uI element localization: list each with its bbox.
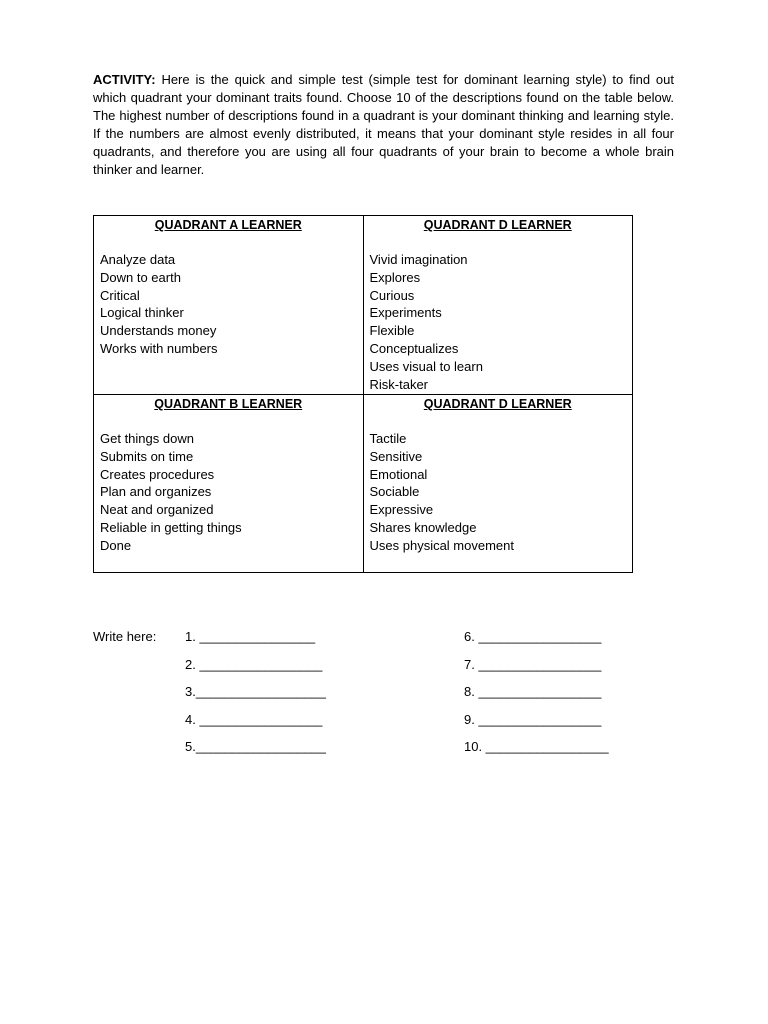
list-item: Experiments xyxy=(369,305,442,321)
quadrant-d-bottom-list xyxy=(364,430,633,555)
quadrant-row-top xyxy=(94,216,633,395)
answer-line-8[interactable]: 8. _________________ xyxy=(464,684,602,699)
activity-lead: ACTIVITY: xyxy=(93,72,156,87)
list-item: Emotional xyxy=(369,466,428,482)
answer-line-6[interactable]: 6. _________________ xyxy=(464,629,602,644)
list-item: Works with numbers xyxy=(100,340,218,356)
quadrant-a-list xyxy=(94,251,363,358)
list-item: Tactile xyxy=(369,431,407,446)
list-item: Risk-taker xyxy=(369,376,429,392)
list-item: Submits on time xyxy=(100,448,194,464)
quadrant-d-top-list xyxy=(364,251,633,393)
list-item: Uses physical movement xyxy=(369,537,514,553)
list-item: Done xyxy=(100,537,132,553)
list-item: Creates procedures xyxy=(100,466,215,482)
answer-line-10[interactable]: 10. _________________ xyxy=(464,739,609,754)
list-item: Flexible xyxy=(369,323,415,339)
quadrant-d-bottom-title: QUADRANT D LEARNER xyxy=(423,397,572,411)
list-item: Conceptualizes xyxy=(369,340,459,356)
answer-line-7[interactable]: 7. _________________ xyxy=(464,657,602,672)
quadrant-b-title: QUADRANT B LEARNER xyxy=(154,397,303,411)
answer-line-5[interactable]: 5.__________________ xyxy=(185,739,326,754)
list-item: Down to earth xyxy=(100,269,181,285)
answer-line-9[interactable]: 9. _________________ xyxy=(464,712,602,727)
list-item: Curious xyxy=(369,287,415,303)
quadrant-a-cell xyxy=(94,216,364,395)
answer-line-1[interactable]: 1. ________________ xyxy=(185,629,316,644)
list-item: Sociable xyxy=(369,484,420,500)
quadrant-row-bottom xyxy=(94,395,633,573)
list-item: Critical xyxy=(100,287,140,303)
quadrant-a-title: QUADRANT A LEARNER xyxy=(154,218,302,232)
list-item: Uses visual to learn xyxy=(369,358,483,374)
quadrant-table xyxy=(93,215,633,573)
list-item: Understands money xyxy=(100,323,217,339)
list-item: Shares knowledge xyxy=(369,519,477,535)
list-item: Reliable in getting things xyxy=(100,519,242,535)
quadrant-d-bottom-cell xyxy=(363,395,633,573)
answer-line-3[interactable]: 3.__________________ xyxy=(185,684,326,699)
list-item: Vivid imagination xyxy=(369,252,468,267)
list-item: Analyze data xyxy=(100,252,176,267)
list-item: Logical thinker xyxy=(100,305,184,321)
quadrant-b-list xyxy=(94,430,363,555)
activity-instructions xyxy=(93,71,674,179)
list-item: Explores xyxy=(369,269,421,285)
write-here-label: Write here: xyxy=(93,629,157,644)
answer-line-4[interactable]: 4. _________________ xyxy=(185,712,323,727)
list-item: Get things down xyxy=(100,431,194,446)
quadrant-d-top-cell xyxy=(363,216,633,395)
activity-text: Here is the quick and simple test (simple test for dominant learning style) to find out which quadrant your dominant traits found. Choose 10 of the descriptions found on the table below. The highest number of descriptions found in a quadrant is your dominant thinking and learning style. If the numbers are almost evenly distributed, it means that your dominant style resides in all four quadrants, and therefore you are using all four quadrants of your brain to become a whole brain thinker and learner. xyxy=(93,72,674,177)
list-item: Sensitive xyxy=(369,448,423,464)
quadrant-b-cell xyxy=(94,395,364,573)
quadrant-d-top-title: QUADRANT D LEARNER xyxy=(423,218,572,232)
list-item: Plan and organizes xyxy=(100,484,212,500)
list-item: Expressive xyxy=(369,502,434,518)
list-item: Neat and organized xyxy=(100,502,214,518)
answer-line-2[interactable]: 2. _________________ xyxy=(185,657,323,672)
answer-section xyxy=(93,628,653,768)
